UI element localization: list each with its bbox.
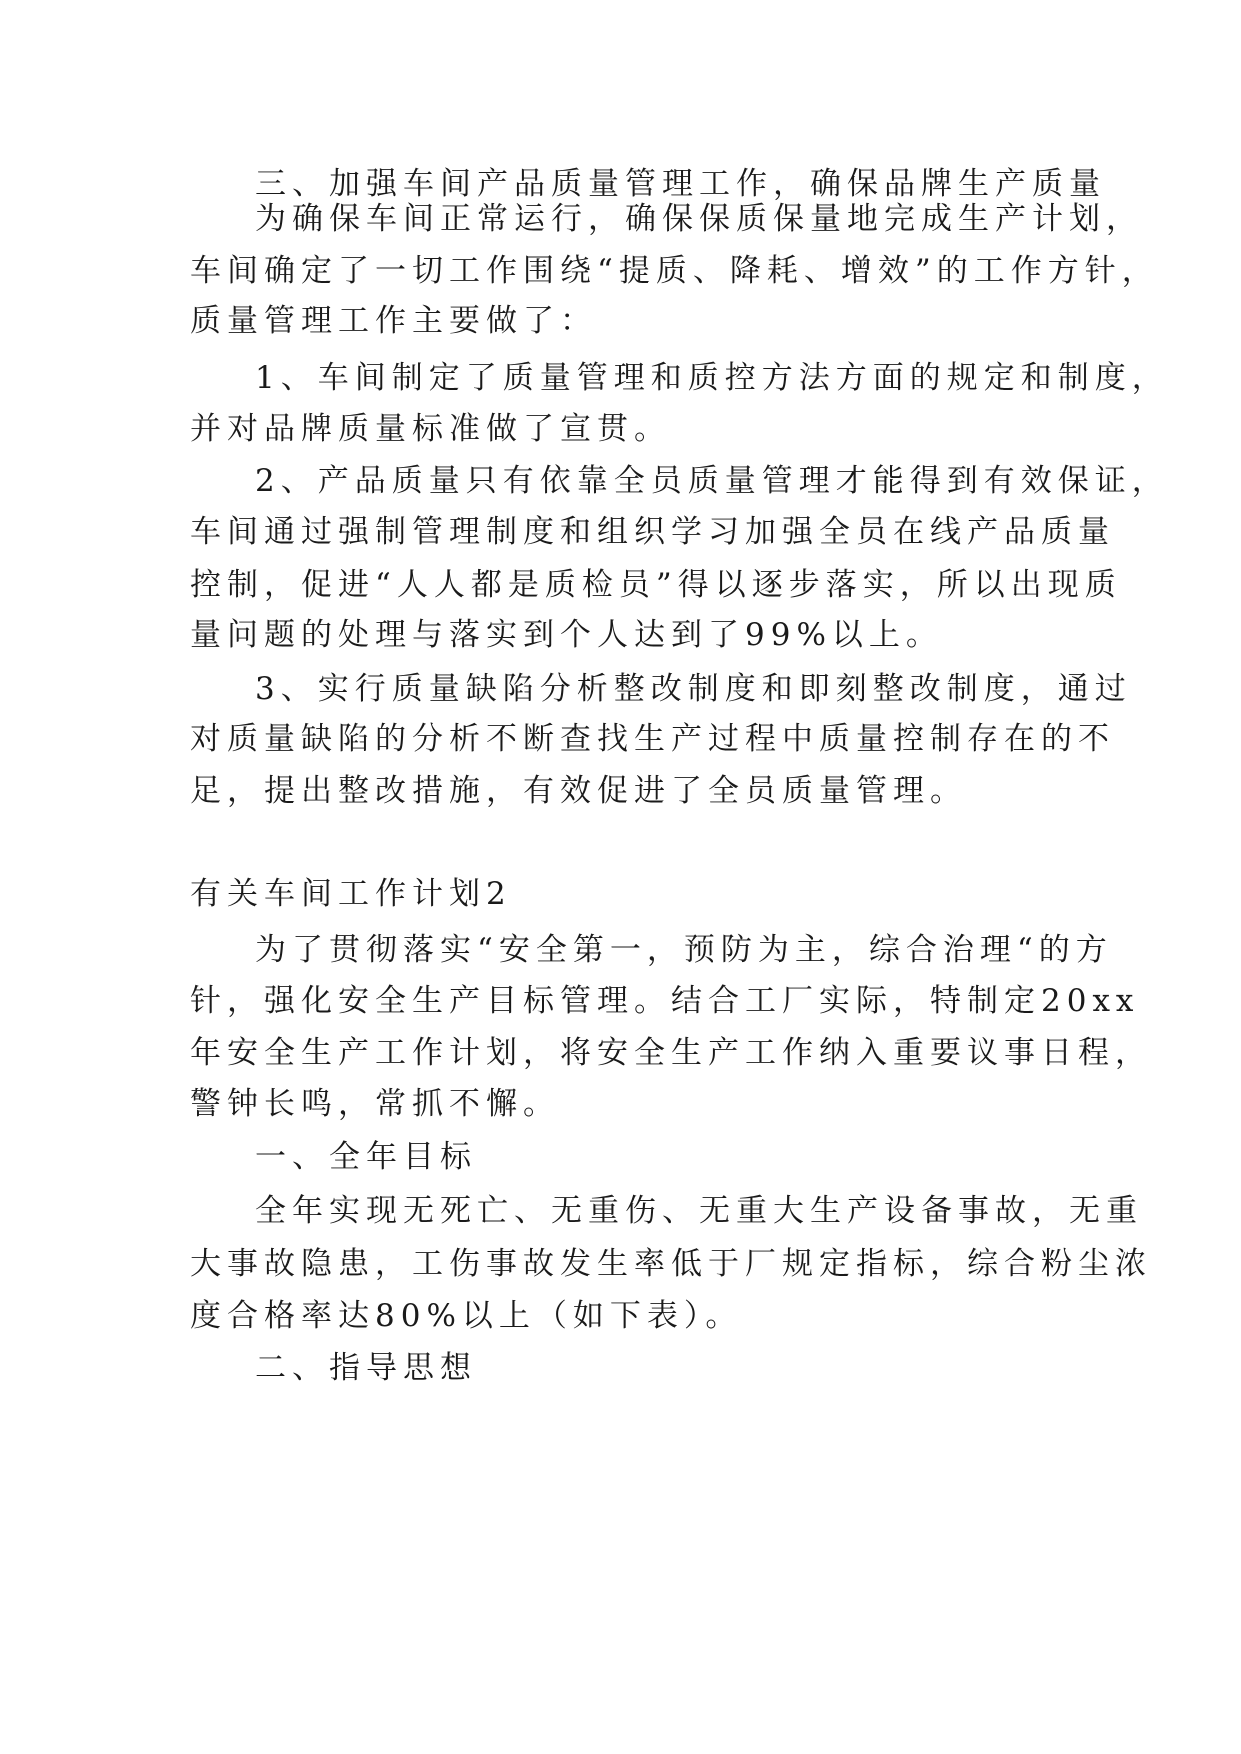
paragraph-line: 并对品牌质量标准做了宣贯。 bbox=[190, 411, 671, 447]
paragraph-line: 全年实现无死亡、无重伤、无重大生产设备事故，无重 bbox=[255, 1193, 1143, 1229]
paragraph-line: 足，提出整改措施，有效促进了全员质量管理。 bbox=[190, 773, 967, 809]
paragraph-line: 车间通过强制管理制度和组织学习加强全员在线产品质量 bbox=[190, 514, 1115, 550]
section-heading-guiding-thought: 二、指导思想 bbox=[255, 1350, 477, 1386]
list-item-3: 3、实行质量缺陷分析整改制度和即刻整改制度，通过 bbox=[255, 671, 1132, 707]
paragraph-line: 年安全生产工作计划，将安全生产工作纳入重要议事日程， bbox=[190, 1035, 1152, 1071]
paragraph-line: 警钟长鸣，常抓不懈。 bbox=[190, 1086, 560, 1122]
paragraph-line: 为了贯彻落实“安全第一，预防为主，综合治理“的方 bbox=[255, 932, 1113, 968]
paragraph-line: 对质量缺陷的分析不断查找生产过程中质量控制存在的不 bbox=[190, 721, 1115, 757]
paragraph-line: 针，强化安全生产目标管理。结合工厂实际，特制定20xx bbox=[190, 983, 1140, 1019]
paragraph-line: 大事故隐患，工伤事故发生率低于厂规定指标，综合粉尘浓 bbox=[190, 1246, 1152, 1282]
paragraph-line: 控制，促进“人人都是质检员”得以逐步落实，所以出现质 bbox=[190, 567, 1122, 603]
list-item-2: 2、产品质量只有依靠全员质量管理才能得到有效保证， bbox=[255, 463, 1169, 499]
document-subtitle: 有关车间工作计划2 bbox=[190, 876, 512, 912]
paragraph-line: 车间确定了一切工作围绕“提质、降耗、增效”的工作方针， bbox=[190, 253, 1159, 289]
section-heading-quality: 三、加强车间产品质量管理工作，确保品牌生产质量 bbox=[255, 166, 1106, 202]
paragraph-line: 为确保车间正常运行，确保保质保量地完成生产计划， bbox=[255, 201, 1143, 237]
section-heading-annual-goal: 一、全年目标 bbox=[255, 1139, 477, 1175]
paragraph-line: 质量管理工作主要做了： bbox=[190, 303, 597, 339]
paragraph-line: 度合格率达80%以上（如下表）。 bbox=[190, 1298, 743, 1334]
paragraph-line: 量问题的处理与落实到个人达到了99%以上。 bbox=[190, 617, 943, 653]
list-item-1: 1、车间制定了质量管理和质控方法方面的规定和制度， bbox=[255, 360, 1169, 396]
